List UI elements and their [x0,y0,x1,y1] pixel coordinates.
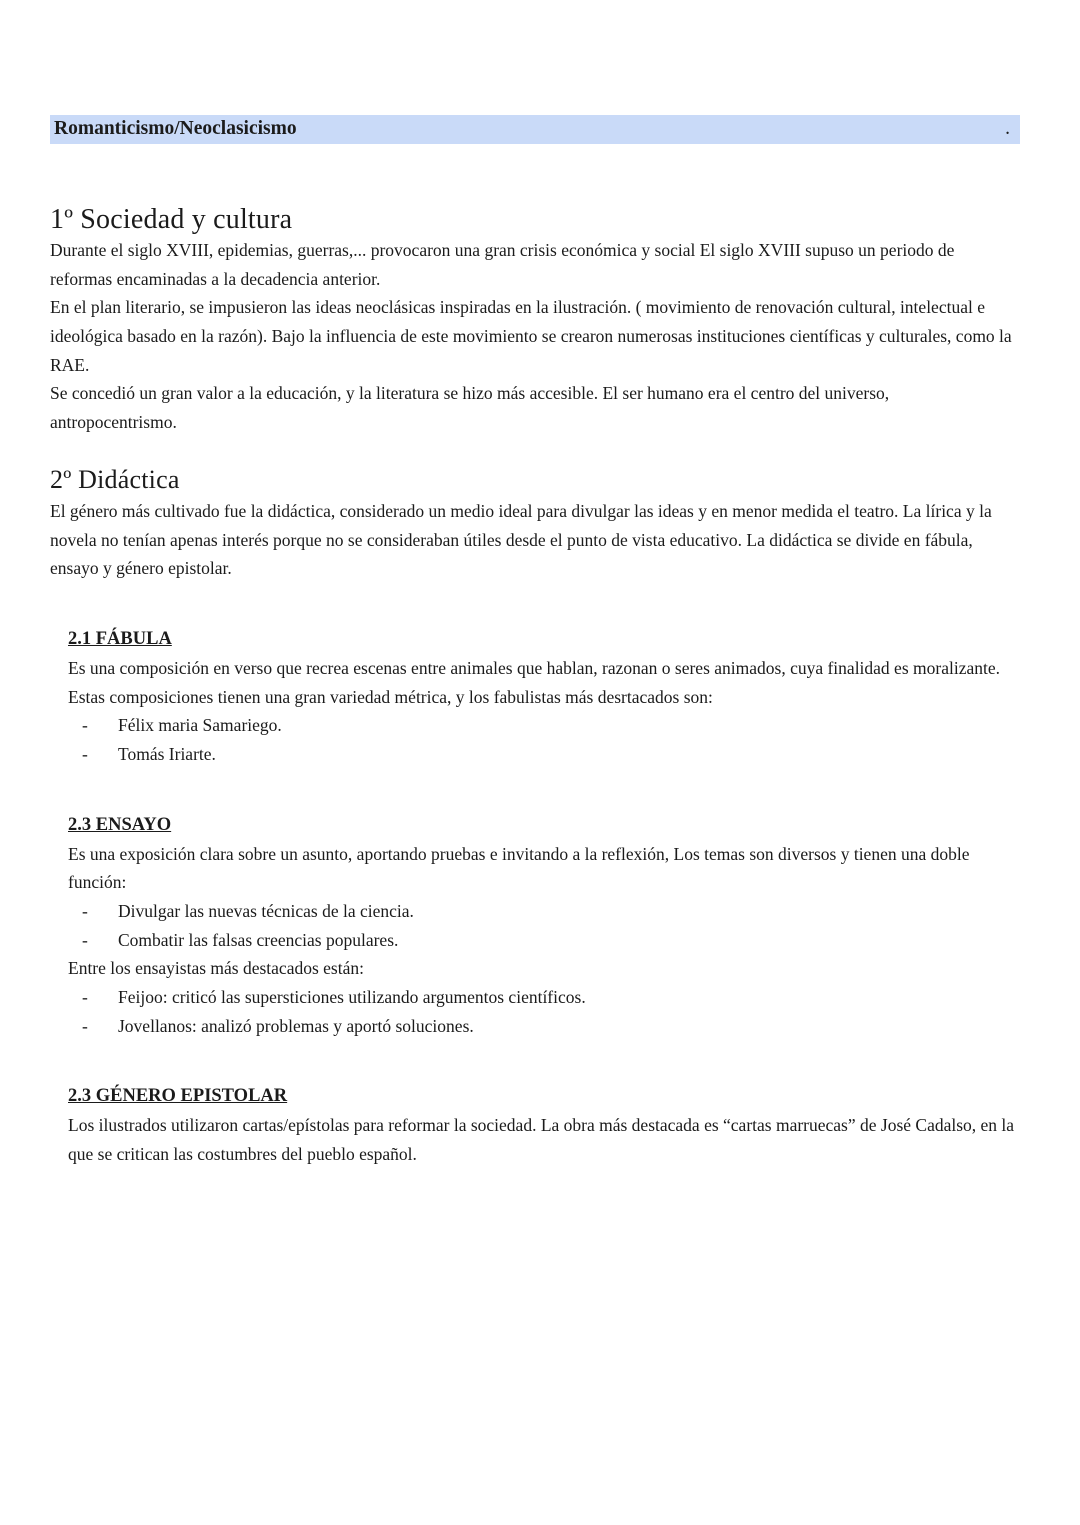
subsection-ensayo [68,815,1020,1041]
list-item-text: Jovellanos: analizó problemas y aportó soluciones. [118,1015,474,1036]
subsection-ensayo-mid: Entre los ensayistas más destacados están: [68,958,364,979]
section-2-intro: El género más cultivado fue la didáctica, considerado un medio ideal para divulgar las ideas y en menor medida el teatro. La lírica y la novela no tenían apenas interés porque no se consideraban útiles desde el punto de vista educativo. La didáctica se divide en fábula, ensayo y género epistolar. [50,500,992,579]
dash-bullet-marker: - [82,715,88,736]
section-2-heading: 2º Didáctica [50,464,180,494]
document-header-title: Romanticismo/Neoclasicismo [54,118,297,139]
list-item-text: Tomás Iriarte. [118,743,216,764]
section-1-paragraph-3: Se concedió un gran valor a la educación, y la literatura se hizo más accesible. El ser humano era el centro del universo, antropocentrismo. [50,383,890,433]
dash-bullet-marker: - [82,901,88,921]
list-item [82,926,1020,955]
subsection-epistolar-body: Los ilustrados utilizaron cartas/epístolas para reformar la sociedad. La obra más destacada es “cartas marruecas” de José Cadalso, en la que se critican las costumbres del pueblo español. [68,1115,1015,1165]
document-header-trailing-dot: . [1005,118,1010,139]
subsection-epistolar [68,1086,1020,1168]
subsection-ensayo-body: Es una exposición clara sobre un asunto, aportando pruebas e invitando a la reflexión, Los temas son diversos y tienen una doble función: [68,843,970,893]
subsection-fabula-body: Es una composición en verso que recrea escenas entre animales que hablan, razonan o seres animados, cuya finalidad es moralizante. Estas composiciones tienen una gran variedad métrica, y los fabulistas más desrtacados son: [68,657,1000,707]
section-1-paragraph-2: En el plan literario, se impusieron las ideas neoclásicas inspiradas en la ilustración. ( movimiento de renovación cultural, intelectual e ideológica basado en la razón). Bajo la influencia de este movimiento se crearon numerosas instituciones científicas y culturales, como la RAE. [50,297,1012,375]
ensayo-function-list [68,897,1020,954]
list-item-text: Combatir las falsas creencias populares. [118,929,399,950]
dash-bullet-marker: - [82,987,88,1008]
list-item [82,711,1020,740]
dash-bullet-marker: - [82,743,88,764]
document-header-bar [50,115,1020,144]
list-item [82,1012,1020,1041]
list-item [82,897,1020,926]
subsection-fabula-heading: 2.1 FÁBULA [68,628,172,649]
list-item-text: Félix maria Samariego. [118,715,282,736]
section-1-heading: 1º Sociedad y cultura [50,204,293,235]
section-1-paragraph-1: Durante el siglo XVIII, epidemias, guerras,... provocaron una gran crisis económica y social El siglo XVIII supuso un periodo de reformas encaminadas a la decadencia anterior. [50,240,955,289]
fabula-author-list [68,711,1020,768]
list-item [82,983,1020,1012]
list-item-text: Divulgar las nuevas técnicas de la ciencia. [118,901,414,921]
dash-bullet-marker: - [82,1015,88,1036]
subsection-ensayo-heading: 2.3 ENSAYO [68,814,172,835]
list-item [82,740,1020,769]
dash-bullet-marker: - [82,929,88,950]
subsection-epistolar-heading: 2.3 GÉNERO EPISTOLAR [68,1086,288,1107]
ensayo-author-list [68,983,1020,1040]
subsection-fabula [68,629,1020,769]
list-item-text: Feijoo: criticó las supersticiones utilizando argumentos científicos. [118,987,586,1008]
